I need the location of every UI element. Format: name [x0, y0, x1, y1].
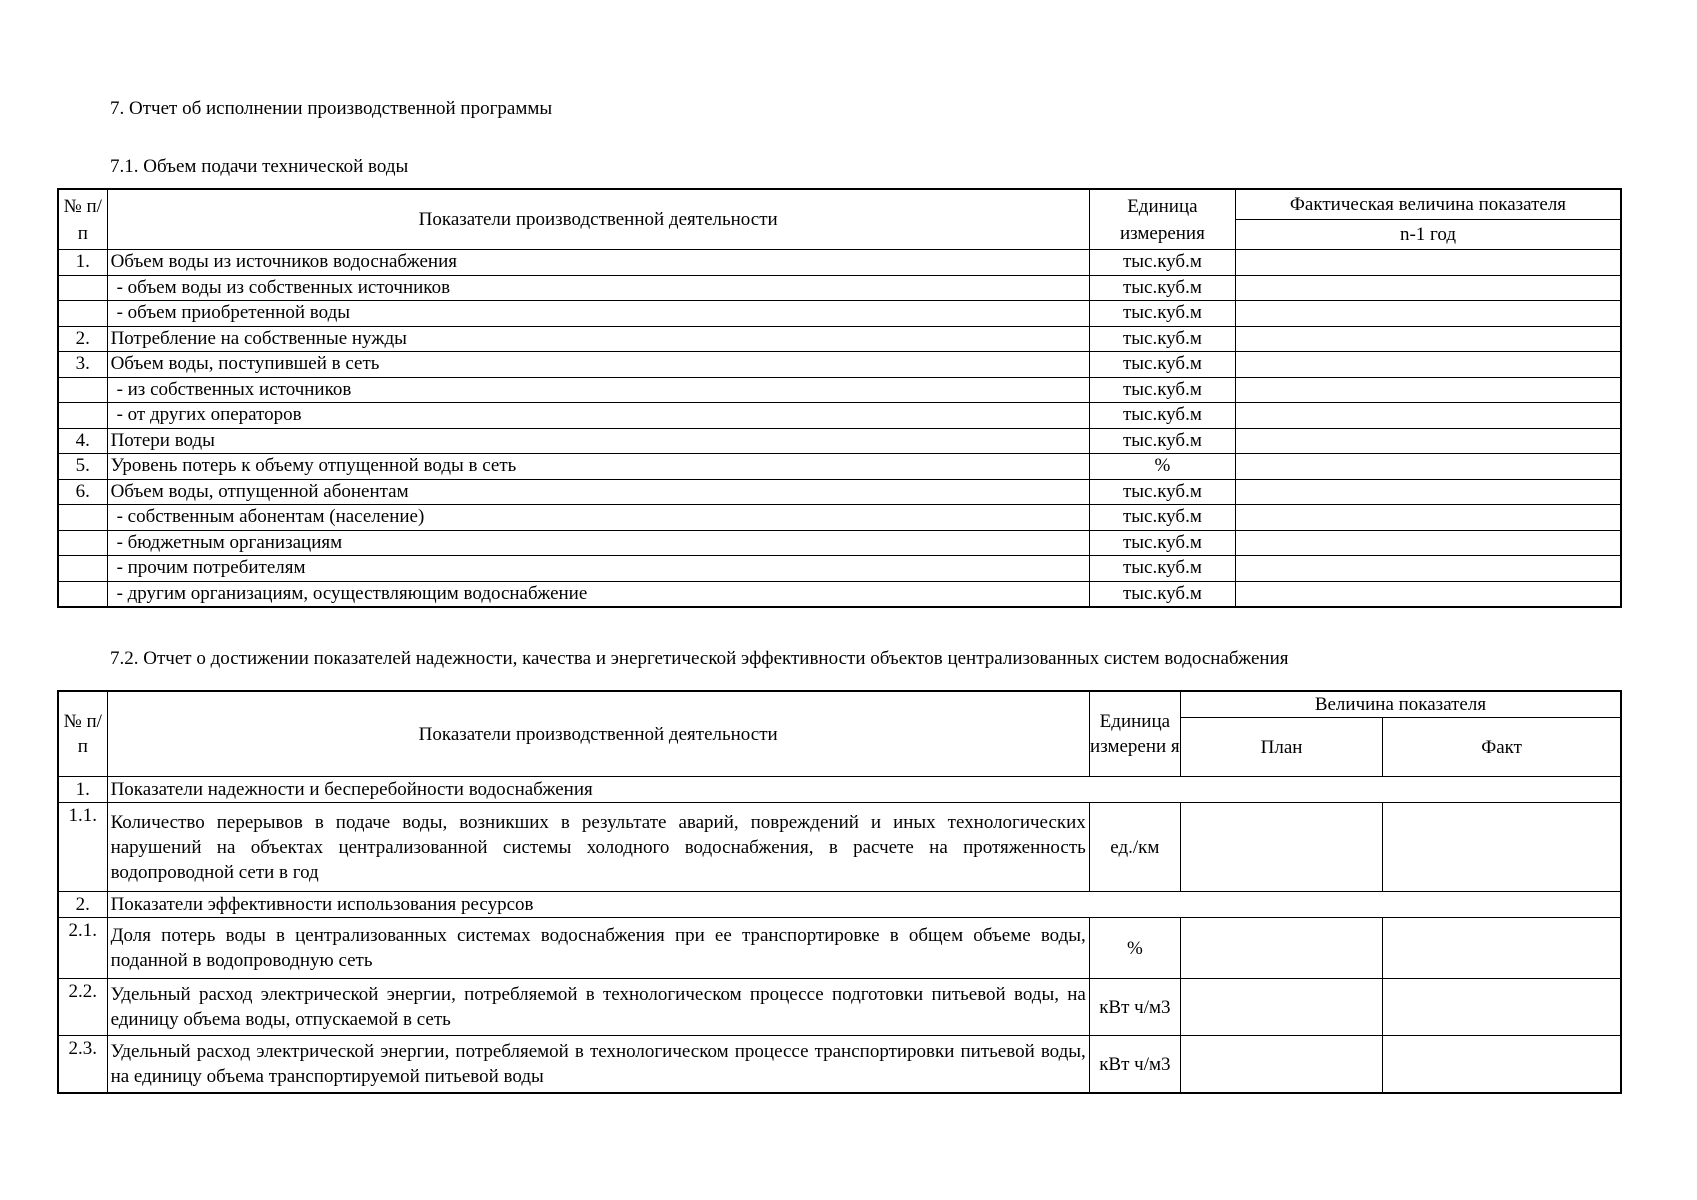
row-indicator: - другим организациям, осуществляющим водоснабжение	[107, 581, 1089, 607]
header-value: Величина показателя	[1180, 691, 1621, 718]
row-num: 1.	[58, 250, 107, 276]
header-year: n-1 год	[1235, 220, 1621, 250]
table-row	[58, 352, 1621, 378]
row-unit: тыс.куб.м	[1089, 428, 1235, 454]
table-row	[58, 918, 1621, 979]
group-row	[58, 777, 1621, 803]
row-num: 4.	[58, 428, 107, 454]
header-num: № п/п	[58, 189, 107, 250]
row-num: 3.	[58, 352, 107, 378]
header-unit: Единица измерения	[1089, 189, 1235, 250]
row-indicator: - из собственных источников	[107, 377, 1089, 403]
row-num	[58, 301, 107, 327]
indicators-table	[57, 690, 1622, 1094]
row-unit: кВт ч/м3	[1089, 1036, 1180, 1094]
row-unit: тыс.куб.м	[1089, 403, 1235, 429]
row-num: 5.	[58, 454, 107, 480]
row-unit: тыс.куб.м	[1089, 326, 1235, 352]
row-num	[58, 505, 107, 531]
header-indicator: Показатели производственной деятельности	[107, 189, 1089, 250]
header-plan: План	[1180, 718, 1382, 777]
table-row	[58, 301, 1621, 327]
row-plan	[1180, 918, 1382, 979]
table-header-row	[58, 189, 1621, 220]
table-row	[58, 803, 1621, 892]
row-indicator: - собственным абонентам (население)	[107, 505, 1089, 531]
row-num: 2.2.	[58, 979, 107, 1036]
row-fact	[1383, 918, 1621, 979]
header-unit: Единица измерени я	[1089, 691, 1180, 777]
row-num: 2.3.	[58, 1036, 107, 1094]
row-unit: тыс.куб.м	[1089, 581, 1235, 607]
table-row	[58, 556, 1621, 582]
row-indicator: - прочим потребителям	[107, 556, 1089, 582]
row-num	[58, 581, 107, 607]
table-row	[58, 454, 1621, 480]
row-indicator: Объем воды, отпущенной абонентам	[107, 479, 1089, 505]
row-indicator: Доля потерь воды в централизованных системах водоснабжения при ее транспортировке в общем объеме воды, поданной в водопроводную сеть	[107, 918, 1089, 979]
row-unit: тыс.куб.м	[1089, 301, 1235, 327]
row-value	[1235, 352, 1621, 378]
row-plan	[1180, 979, 1382, 1036]
row-indicator: - бюджетным организациям	[107, 530, 1089, 556]
header-indicator: Показатели производственной деятельности	[107, 691, 1089, 777]
row-value	[1235, 454, 1621, 480]
header-num: № п/п	[58, 691, 107, 777]
row-unit: кВт ч/м3	[1089, 979, 1180, 1036]
row-value	[1235, 581, 1621, 607]
row-indicator: Удельный расход электрической энергии, потребляемой в технологическом процессе транспортировки питьевой воды, на единицу объема транспортируемой питьевой воды	[107, 1036, 1089, 1094]
header-fact: Факт	[1383, 718, 1621, 777]
row-fact	[1383, 803, 1621, 892]
table-row	[58, 479, 1621, 505]
row-indicator: - от других операторов	[107, 403, 1089, 429]
row-unit: %	[1089, 454, 1235, 480]
table-header-row	[58, 691, 1621, 718]
row-value	[1235, 505, 1621, 531]
section-7-2-title: 7.2. Отчет о достижении показателей надежности, качества и энергетической эффективности объектов централизованных систем водоснабжения	[110, 648, 1289, 669]
row-indicator: - объем приобретенной воды	[107, 301, 1089, 327]
row-unit: %	[1089, 918, 1180, 979]
table-row	[58, 403, 1621, 429]
row-num: 2.	[58, 892, 107, 918]
row-indicator: Показатели надежности и бесперебойности водоснабжения	[107, 777, 1621, 803]
water-supply-table	[57, 188, 1622, 608]
table-row	[58, 250, 1621, 276]
row-indicator: Потери воды	[107, 428, 1089, 454]
row-value	[1235, 428, 1621, 454]
header-actual: Фактическая величина показателя	[1235, 189, 1621, 220]
row-value	[1235, 377, 1621, 403]
row-num: 2.	[58, 326, 107, 352]
row-num: 2.1.	[58, 918, 107, 979]
row-num: 1.1.	[58, 803, 107, 892]
group-row	[58, 892, 1621, 918]
row-num	[58, 556, 107, 582]
row-num: 1.	[58, 777, 107, 803]
section-7-title: 7. Отчет об исполнении производственной программы	[110, 98, 553, 119]
row-num: 6.	[58, 479, 107, 505]
row-fact	[1383, 1036, 1621, 1094]
row-indicator: Объем воды, поступившей в сеть	[107, 352, 1089, 378]
row-unit: тыс.куб.м	[1089, 556, 1235, 582]
row-value	[1235, 250, 1621, 276]
row-fact	[1383, 979, 1621, 1036]
row-num	[58, 530, 107, 556]
row-unit: тыс.куб.м	[1089, 505, 1235, 531]
row-value	[1235, 301, 1621, 327]
row-value	[1235, 326, 1621, 352]
row-unit: тыс.куб.м	[1089, 352, 1235, 378]
row-unit: ед./км	[1089, 803, 1180, 892]
row-indicator: Удельный расход электрической энергии, потребляемой в технологическом процессе подготовки питьевой воды, на единицу объема воды, отпускаемой в сеть	[107, 979, 1089, 1036]
table-row	[58, 530, 1621, 556]
row-indicator: Объем воды из источников водоснабжения	[107, 250, 1089, 276]
row-num	[58, 377, 107, 403]
row-num	[58, 275, 107, 301]
row-unit: тыс.куб.м	[1089, 530, 1235, 556]
table-row	[58, 428, 1621, 454]
row-num	[58, 403, 107, 429]
row-indicator: Уровень потерь к объему отпущенной воды в сеть	[107, 454, 1089, 480]
row-unit: тыс.куб.м	[1089, 250, 1235, 276]
table-row	[58, 581, 1621, 607]
table-row	[58, 326, 1621, 352]
table-row	[58, 377, 1621, 403]
row-value	[1235, 275, 1621, 301]
row-indicator: - объем воды из собственных источников	[107, 275, 1089, 301]
row-unit: тыс.куб.м	[1089, 479, 1235, 505]
row-value	[1235, 403, 1621, 429]
row-value	[1235, 556, 1621, 582]
row-unit: тыс.куб.м	[1089, 275, 1235, 301]
row-indicator: Показатели эффективности использования ресурсов	[107, 892, 1621, 918]
section-7-1-title: 7.1. Объем подачи технической воды	[110, 156, 409, 177]
row-value	[1235, 530, 1621, 556]
row-indicator: Потребление на собственные нужды	[107, 326, 1089, 352]
table-row	[58, 275, 1621, 301]
row-plan	[1180, 803, 1382, 892]
table-row	[58, 1036, 1621, 1094]
row-value	[1235, 479, 1621, 505]
row-indicator: Количество перерывов в подаче воды, возникших в результате аварий, повреждений и иных технологических нарушений на объектах централизованной системы холодного водоснабжения, в расчете на протяженность водопроводной сети в год	[107, 803, 1089, 892]
table-row	[58, 505, 1621, 531]
row-plan	[1180, 1036, 1382, 1094]
row-unit: тыс.куб.м	[1089, 377, 1235, 403]
table-row	[58, 979, 1621, 1036]
table-body	[58, 250, 1621, 608]
